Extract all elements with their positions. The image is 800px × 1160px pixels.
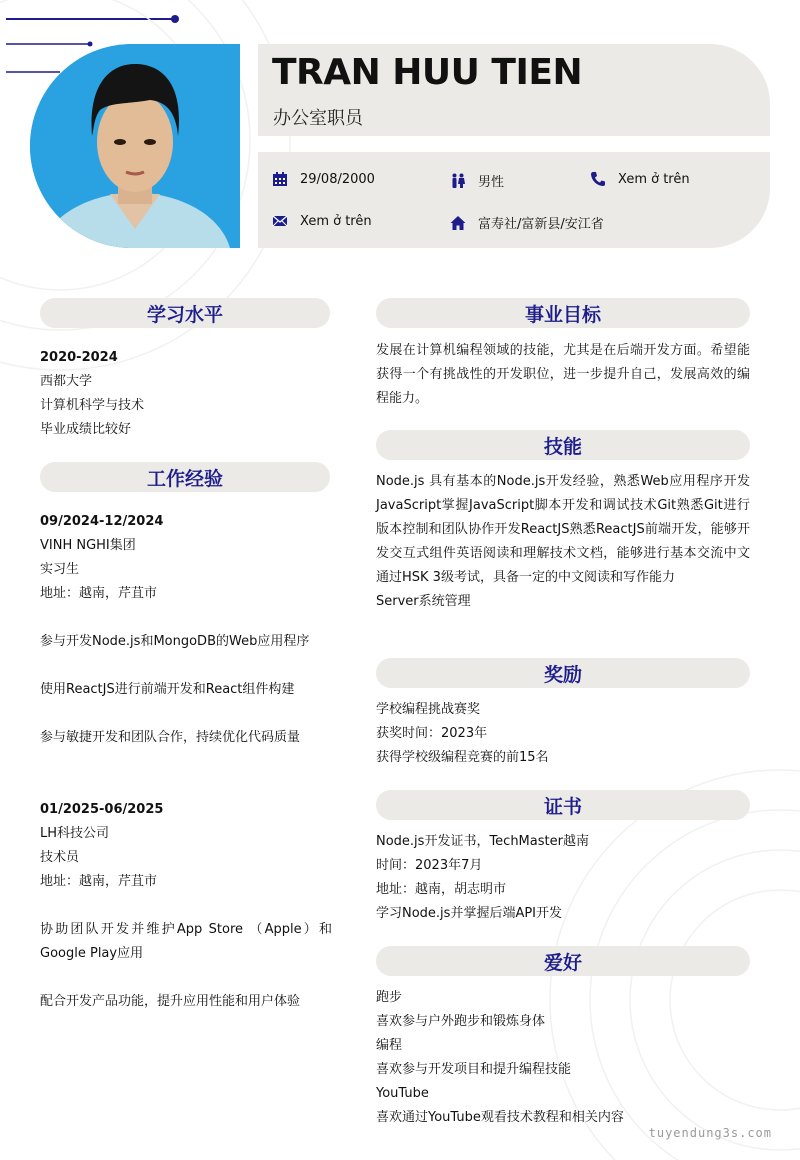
hobbies-section	[376, 986, 750, 1130]
certificate-location: 地址：越南，胡志明市	[376, 882, 507, 897]
hobby-3-desc: 喜欢通过YouTube观看技术教程和相关内容	[376, 1110, 624, 1125]
job-1-task-3: 参与敏捷开发和团队合作，持续优化代码质量	[40, 730, 301, 745]
job-1-location: 地址：越南，芹苴市	[40, 586, 158, 601]
hobby-3-name: YouTube	[376, 1086, 429, 1101]
education-period: 2020-2024	[40, 350, 118, 365]
contact-info-panel	[258, 152, 770, 248]
awards-header: 奖励	[376, 658, 750, 688]
job-1-period: 09/2024-12/2024	[40, 514, 164, 529]
career-goal-text: 发展在计算机编程领域的技能，尤其是在后端开发方面。希望能获得一个有挑战性的开发职位，进一步提升自己，发展高效的编程能力。	[376, 343, 750, 406]
hobby-2-desc: 喜欢参与开发项目和提升编程技能	[376, 1062, 572, 1077]
certificate-name: Node.js开发证书，TechMaster越南	[376, 834, 589, 849]
gender-item	[450, 171, 504, 190]
calendar-icon	[272, 171, 288, 187]
education-header: 学习水平	[40, 298, 330, 328]
email-item	[272, 213, 372, 229]
education-note: 毕业成绩比较好	[40, 422, 132, 437]
watermark: tuyendung3s.com	[648, 1126, 772, 1140]
job-2-location: 地址：越南，芹苴市	[40, 874, 158, 889]
education-section	[40, 346, 330, 442]
gender-icon	[450, 173, 466, 189]
job-2-task-2: 配合开发产品功能，提升应用性能和用户体验	[40, 994, 301, 1009]
gender-value: 男性	[478, 175, 505, 190]
award-desc: 获得学校级编程竞赛的前15名	[376, 750, 549, 765]
job-title: 办公室职员	[273, 108, 363, 129]
email-value: Xem ở trên	[300, 213, 372, 229]
birthdate-value: 29/08/2000	[300, 171, 375, 187]
career-goal-header: 事业目标	[376, 298, 750, 328]
skills-text: Node.js 具有基本的Node.js开发经验，熟悉Web应用程序开发JavaScript掌握JavaScript脚本开发和调试技术Git熟悉Git进行版本控制和团队协作开发ReactJS熟悉ReactJS前端开发，能够开发交互式组件英语阅读和理解技术文档，能够进行基本交流中文通过HSK 3级考试，具备一定的中文阅读和写作能力	[376, 474, 750, 585]
award-time: 获奖时间：2023年	[376, 726, 488, 741]
phone-item	[590, 171, 690, 187]
candidate-name: TRAN HUU TIEN	[272, 52, 583, 93]
email-icon	[272, 213, 288, 229]
profile-photo	[30, 44, 240, 248]
certificates-header: 证书	[376, 790, 750, 820]
skills-header: 技能	[376, 430, 750, 460]
award-name: 学校编程挑战赛奖	[376, 702, 481, 717]
birthdate-item	[272, 171, 375, 187]
education-major: 计算机科学与技术	[40, 398, 145, 413]
job-2-task-1: 协助团队开发并维护App Store （Apple）和Google Play应用	[40, 922, 332, 961]
home-icon	[450, 215, 466, 231]
hobby-2-name: 编程	[376, 1038, 403, 1053]
certificate-time: 时间：2023年7月	[376, 858, 483, 873]
job-1-company: VINH NGHI集团	[40, 538, 136, 553]
experience-header: 工作经验	[40, 462, 330, 492]
job-1-task-1: 参与开发Node.js和MongoDB的Web应用程序	[40, 634, 310, 649]
hobby-1-desc: 喜欢参与户外跑步和锻炼身体	[376, 1014, 546, 1029]
awards-section	[376, 698, 750, 770]
job-1-role: 实习生	[40, 562, 80, 577]
skills-extra: Server系统管理	[376, 594, 471, 609]
certificate-desc: 学习Node.js并掌握后端API开发	[376, 906, 563, 921]
hobby-1-name: 跑步	[376, 990, 403, 1005]
hobbies-header: 爱好	[376, 946, 750, 976]
address-item	[450, 213, 604, 232]
phone-icon	[590, 171, 606, 187]
skills-section	[376, 470, 750, 614]
phone-value: Xem ở trên	[618, 171, 690, 187]
job-2-company: LH科技公司	[40, 826, 110, 841]
job-2-role: 技术员	[40, 850, 80, 865]
education-school: 西都大学	[40, 374, 93, 389]
experience-section	[40, 510, 332, 1014]
job-2-period: 01/2025-06/2025	[40, 802, 164, 817]
job-1-task-2: 使用ReactJS进行前端开发和React组件构建	[40, 682, 295, 697]
certificates-section	[376, 830, 750, 926]
address-value: 富寿社/富新县/安江省	[478, 217, 604, 232]
